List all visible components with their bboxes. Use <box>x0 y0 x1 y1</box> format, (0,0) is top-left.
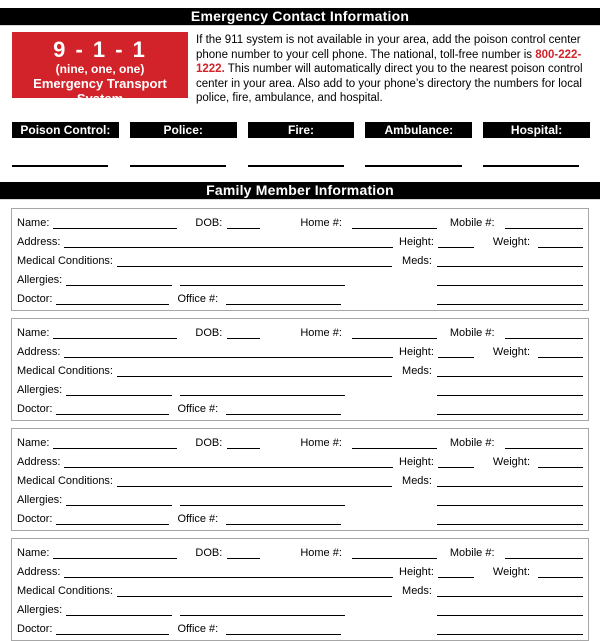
family-section-header <box>0 182 600 200</box>
medical-conditions-label: Medical Conditions: <box>17 364 113 377</box>
office-phone-label: Office #: <box>177 622 219 635</box>
member-block <box>11 538 589 641</box>
mobile-phone-line[interactable] <box>505 336 583 339</box>
member-row-1 <box>17 323 583 342</box>
contact-col-hospital <box>483 122 590 167</box>
doctor-line[interactable] <box>56 632 169 635</box>
allergies-line[interactable] <box>66 503 172 506</box>
mobile-phone-line[interactable] <box>505 446 583 449</box>
meds-extra-line-2[interactable] <box>437 632 583 635</box>
poison-control-label: Poison Control: <box>12 122 119 138</box>
home-phone-label: Home #: <box>300 546 342 559</box>
weight-line[interactable] <box>538 465 583 468</box>
instructions-text-before: If the 911 system is not available in your area, add the poison control center phone number to your cell phone. The national, toll-free number is <box>196 34 581 61</box>
weight-label: Weight: <box>492 455 530 468</box>
dob-line[interactable] <box>227 446 260 449</box>
badge-caption: Emergency Transport System <box>33 76 167 106</box>
meds-label: Meds: <box>402 254 432 267</box>
mobile-phone-label: Mobile #: <box>449 216 495 229</box>
name-label: Name: <box>17 436 50 449</box>
weight-line[interactable] <box>538 575 583 578</box>
home-phone-line[interactable] <box>352 556 437 559</box>
emergency-section-title: Emergency Contact Information <box>190 8 410 24</box>
meds-line[interactable] <box>437 484 583 487</box>
meds-extra-line-1[interactable] <box>437 613 583 616</box>
name-label: Name: <box>17 216 50 229</box>
member-row-5 <box>17 289 583 308</box>
mobile-phone-line[interactable] <box>505 556 583 559</box>
medical-conditions-label: Medical Conditions: <box>17 254 113 267</box>
office-phone-line[interactable] <box>226 522 341 525</box>
member-row-1 <box>17 543 583 562</box>
member-blocks <box>11 208 589 641</box>
name-label: Name: <box>17 326 50 339</box>
allergies-line[interactable] <box>66 393 172 396</box>
poison-control-line[interactable] <box>12 165 108 167</box>
allergies-label: Allergies: <box>17 493 63 506</box>
member-row-2 <box>17 452 583 471</box>
weight-line[interactable] <box>538 245 583 248</box>
allergies-label: Allergies: <box>17 383 63 396</box>
meds-extra-line-1[interactable] <box>437 283 583 286</box>
home-phone-line[interactable] <box>352 446 437 449</box>
fire-label: Fire: <box>248 122 355 138</box>
member-row-5 <box>17 399 583 418</box>
member-row-3 <box>17 251 583 270</box>
doctor-line[interactable] <box>56 302 169 305</box>
member-row-2 <box>17 562 583 581</box>
member-row-3 <box>17 361 583 380</box>
hospital-label: Hospital: <box>483 122 590 138</box>
doctor-label: Doctor: <box>17 512 53 525</box>
member-row-4 <box>17 600 583 619</box>
police-line[interactable] <box>130 165 226 167</box>
dob-line[interactable] <box>227 336 260 339</box>
fire-line[interactable] <box>248 165 344 167</box>
member-row-4 <box>17 380 583 399</box>
name-line[interactable] <box>53 336 177 339</box>
meds-line[interactable] <box>437 594 583 597</box>
member-row-2 <box>17 342 583 361</box>
mobile-phone-label: Mobile #: <box>449 436 495 449</box>
medical-conditions-line[interactable] <box>117 374 392 377</box>
hospital-line[interactable] <box>483 165 579 167</box>
meds-label: Meds: <box>402 474 432 487</box>
weight-line[interactable] <box>538 355 583 358</box>
member-block <box>11 208 589 311</box>
meds-label: Meds: <box>402 364 432 377</box>
allergies-extra-line[interactable] <box>180 393 345 396</box>
doctor-line[interactable] <box>56 522 169 525</box>
contacts-row <box>12 122 590 167</box>
height-label: Height: <box>399 455 434 468</box>
dob-label: DOB: <box>195 326 223 339</box>
name-line[interactable] <box>53 556 177 559</box>
weight-label: Weight: <box>492 235 530 248</box>
height-line[interactable] <box>438 245 474 248</box>
weight-label: Weight: <box>492 565 530 578</box>
height-line[interactable] <box>438 465 474 468</box>
home-phone-line[interactable] <box>352 336 437 339</box>
member-row-5 <box>17 619 583 638</box>
medical-conditions-label: Medical Conditions: <box>17 584 113 597</box>
address-label: Address: <box>17 455 61 468</box>
medical-conditions-label: Medical Conditions: <box>17 474 113 487</box>
doctor-line[interactable] <box>56 412 169 415</box>
ambulance-label: Ambulance: <box>365 122 472 138</box>
member-row-3 <box>17 581 583 600</box>
police-label: Police: <box>130 122 237 138</box>
office-phone-line[interactable] <box>226 412 341 415</box>
dob-line[interactable] <box>227 556 260 559</box>
member-row-4 <box>17 490 583 509</box>
meds-line[interactable] <box>437 374 583 377</box>
contact-col-poison-control <box>12 122 119 167</box>
allergies-line[interactable] <box>66 613 172 616</box>
contact-col-ambulance <box>365 122 472 167</box>
dob-label: DOB: <box>195 436 223 449</box>
office-phone-label: Office #: <box>177 402 219 415</box>
address-label: Address: <box>17 345 61 358</box>
meds-extra-line-1[interactable] <box>437 503 583 506</box>
emergency-badge <box>12 32 188 106</box>
badge-pronunciation: (nine, one, one) <box>55 62 145 76</box>
meds-line[interactable] <box>437 264 583 267</box>
dob-label: DOB: <box>195 216 223 229</box>
allergies-line[interactable] <box>66 283 172 286</box>
allergies-extra-line[interactable] <box>180 283 345 286</box>
office-phone-label: Office #: <box>177 292 219 305</box>
contact-col-police <box>130 122 237 167</box>
address-line[interactable] <box>64 245 393 248</box>
name-line[interactable] <box>53 226 177 229</box>
height-line[interactable] <box>438 355 474 358</box>
member-row-1 <box>17 213 583 232</box>
office-phone-line[interactable] <box>226 632 341 635</box>
address-line[interactable] <box>64 355 393 358</box>
doctor-label: Doctor: <box>17 402 53 415</box>
meds-label: Meds: <box>402 584 432 597</box>
home-phone-label: Home #: <box>300 436 342 449</box>
medical-conditions-line[interactable] <box>117 264 392 267</box>
mobile-phone-line[interactable] <box>505 226 583 229</box>
home-phone-label: Home #: <box>300 326 342 339</box>
meds-extra-line-2[interactable] <box>437 302 583 305</box>
member-row-1 <box>17 433 583 452</box>
allergies-extra-line[interactable] <box>180 503 345 506</box>
dob-label: DOB: <box>195 546 223 559</box>
intro-row <box>12 32 592 106</box>
member-row-5 <box>17 509 583 528</box>
name-line[interactable] <box>53 446 177 449</box>
poison-control-phone-number: 800-222-1222. <box>196 48 582 76</box>
address-line[interactable] <box>64 465 393 468</box>
medical-conditions-line[interactable] <box>117 594 392 597</box>
mobile-phone-label: Mobile #: <box>449 546 495 559</box>
office-phone-line[interactable] <box>226 302 341 305</box>
badge-911-number: 9 - 1 - 1 <box>53 37 147 62</box>
member-row-2 <box>17 232 583 251</box>
ambulance-line[interactable] <box>365 165 461 167</box>
mobile-phone-label: Mobile #: <box>449 326 495 339</box>
address-label: Address: <box>17 565 61 578</box>
allergies-label: Allergies: <box>17 603 63 616</box>
emergency-section-header <box>0 8 600 26</box>
meds-extra-line-2[interactable] <box>437 522 583 525</box>
weight-label: Weight: <box>492 345 530 358</box>
contact-col-fire <box>248 122 355 167</box>
medical-conditions-line[interactable] <box>117 484 392 487</box>
address-label: Address: <box>17 235 61 248</box>
dob-line[interactable] <box>227 226 260 229</box>
name-label: Name: <box>17 546 50 559</box>
doctor-label: Doctor: <box>17 292 53 305</box>
height-label: Height: <box>399 565 434 578</box>
home-phone-label: Home #: <box>300 216 342 229</box>
meds-extra-line-2[interactable] <box>437 412 583 415</box>
home-phone-line[interactable] <box>352 226 437 229</box>
height-line[interactable] <box>438 575 474 578</box>
instructions-text-after: This number will automatically direct you to the nearest poison control center in your area. Also add to your phone’s directory the numbers for local police, fire, ambulance, and hospital. <box>196 63 583 105</box>
poison-control-instructions <box>196 32 592 106</box>
allergies-extra-line[interactable] <box>180 613 345 616</box>
member-row-4 <box>17 270 583 289</box>
meds-extra-line-1[interactable] <box>437 393 583 396</box>
member-block <box>11 318 589 421</box>
allergies-label: Allergies: <box>17 273 63 286</box>
member-row-3 <box>17 471 583 490</box>
member-block <box>11 428 589 531</box>
address-line[interactable] <box>64 575 393 578</box>
doctor-label: Doctor: <box>17 622 53 635</box>
height-label: Height: <box>399 345 434 358</box>
family-section-title: Family Member Information <box>206 181 394 198</box>
height-label: Height: <box>399 235 434 248</box>
office-phone-label: Office #: <box>177 512 219 525</box>
